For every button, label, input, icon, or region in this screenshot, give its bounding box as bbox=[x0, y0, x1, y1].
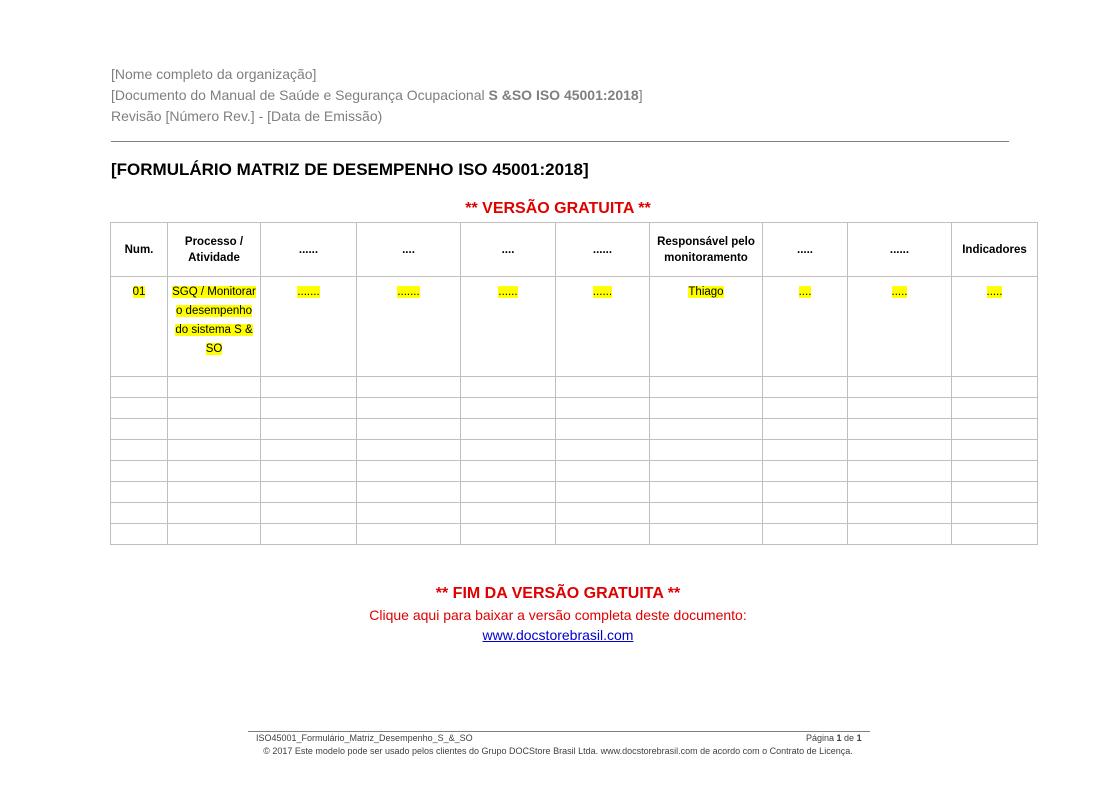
empty-cell[interactable] bbox=[111, 377, 168, 398]
empty-cell[interactable] bbox=[952, 482, 1038, 503]
empty-cell[interactable] bbox=[763, 524, 848, 545]
empty-cell[interactable] bbox=[357, 524, 461, 545]
table-row bbox=[111, 482, 1038, 503]
empty-cell[interactable] bbox=[556, 377, 650, 398]
header-col-8: ..... bbox=[763, 223, 848, 277]
empty-cell[interactable] bbox=[357, 377, 461, 398]
footer-divider bbox=[248, 731, 870, 732]
header-col-3: ...... bbox=[261, 223, 357, 277]
table-row bbox=[111, 419, 1038, 440]
empty-cell[interactable] bbox=[650, 503, 763, 524]
free-version-banner: ** VERSÃO GRATUITA ** bbox=[465, 200, 651, 217]
empty-cell[interactable] bbox=[111, 440, 168, 461]
empty-cell[interactable] bbox=[848, 503, 952, 524]
empty-cell[interactable] bbox=[357, 461, 461, 482]
cell-col-6[interactable]: ...... bbox=[556, 277, 650, 377]
empty-cell[interactable] bbox=[168, 377, 261, 398]
cell-responsible[interactable]: Thiago bbox=[650, 277, 763, 377]
free-version-end bbox=[0, 583, 1116, 645]
empty-cell[interactable] bbox=[461, 482, 556, 503]
org-name: [Nome completo da organização] bbox=[111, 66, 317, 82]
empty-cell[interactable] bbox=[763, 482, 848, 503]
footer-file-name: ISO45001_Formulário_Matriz_Desempenho_S_&_SO bbox=[256, 733, 473, 743]
empty-cell[interactable] bbox=[111, 461, 168, 482]
empty-cell[interactable] bbox=[357, 440, 461, 461]
empty-cell[interactable] bbox=[357, 482, 461, 503]
header-process: Processo / Atividade bbox=[168, 223, 261, 277]
empty-cell[interactable] bbox=[461, 377, 556, 398]
header-divider bbox=[111, 141, 1009, 142]
empty-cell[interactable] bbox=[461, 503, 556, 524]
empty-cell[interactable] bbox=[763, 419, 848, 440]
empty-cell[interactable] bbox=[168, 503, 261, 524]
empty-cell[interactable] bbox=[650, 461, 763, 482]
header-col-9: ...... bbox=[848, 223, 952, 277]
empty-cell[interactable] bbox=[848, 524, 952, 545]
empty-cell[interactable] bbox=[556, 503, 650, 524]
footer-copyright: © 2017 Este modelo pode ser usado pelos clientes do Grupo DOCStore Brasil Ltda. www.docstorebrasil.com de acordo com o Contrato de Licença. bbox=[263, 746, 853, 756]
cell-col-3[interactable]: ....... bbox=[261, 277, 357, 377]
empty-cell[interactable] bbox=[952, 440, 1038, 461]
empty-cell[interactable] bbox=[357, 419, 461, 440]
empty-cell[interactable] bbox=[952, 377, 1038, 398]
table-row bbox=[111, 503, 1038, 524]
empty-cell[interactable] bbox=[261, 461, 357, 482]
end-free-version-title: ** FIM DA VERSÃO GRATUITA ** bbox=[435, 585, 681, 602]
document-name: [Documento do Manual de Saúde e Segurança Ocupacional S &SO ISO 45001:2018] bbox=[111, 87, 643, 103]
empty-cell[interactable] bbox=[261, 503, 357, 524]
empty-cell[interactable] bbox=[952, 524, 1038, 545]
empty-cell[interactable] bbox=[763, 377, 848, 398]
header-num: Num. bbox=[111, 223, 168, 277]
cell-col-5[interactable]: ...... bbox=[461, 277, 556, 377]
empty-cell[interactable] bbox=[650, 419, 763, 440]
empty-cell[interactable] bbox=[168, 398, 261, 419]
empty-cell[interactable] bbox=[650, 398, 763, 419]
empty-cell[interactable] bbox=[650, 440, 763, 461]
standard-name: S &SO ISO 45001:2018 bbox=[488, 87, 639, 103]
empty-cell[interactable] bbox=[848, 461, 952, 482]
header-indicators: Indicadores bbox=[952, 223, 1038, 277]
empty-cell[interactable] bbox=[168, 419, 261, 440]
empty-cell[interactable] bbox=[261, 398, 357, 419]
cell-indicators[interactable]: ..... bbox=[952, 277, 1038, 377]
empty-cell[interactable] bbox=[168, 524, 261, 545]
empty-cell[interactable] bbox=[111, 482, 168, 503]
empty-cell[interactable] bbox=[461, 419, 556, 440]
cell-num[interactable]: 01 bbox=[111, 277, 168, 377]
table-row bbox=[111, 277, 1038, 377]
empty-cell[interactable] bbox=[556, 419, 650, 440]
empty-cell[interactable] bbox=[763, 503, 848, 524]
empty-cell[interactable] bbox=[556, 440, 650, 461]
header-col-6: ...... bbox=[556, 223, 650, 277]
header-responsible: Responsável pelo monitoramento bbox=[650, 223, 763, 277]
empty-cell[interactable] bbox=[650, 524, 763, 545]
download-cta[interactable]: Clique aqui para baixar a versão completa deste documento: bbox=[369, 607, 747, 623]
empty-cell[interactable] bbox=[848, 482, 952, 503]
cell-col-8[interactable]: .... bbox=[763, 277, 848, 377]
empty-cell[interactable] bbox=[261, 419, 357, 440]
table-row bbox=[111, 377, 1038, 398]
form-title: [FORMULÁRIO MATRIZ DE DESEMPENHO ISO 45001:2018] bbox=[111, 160, 589, 179]
empty-cell[interactable] bbox=[261, 377, 357, 398]
empty-cell[interactable] bbox=[261, 440, 357, 461]
empty-cell[interactable] bbox=[556, 461, 650, 482]
empty-cell[interactable] bbox=[848, 440, 952, 461]
empty-cell[interactable] bbox=[556, 524, 650, 545]
cell-col-9[interactable]: ..... bbox=[848, 277, 952, 377]
cell-process[interactable]: SGQ / Monitorar o desempenho do sistema S & SO bbox=[168, 277, 261, 377]
empty-cell[interactable] bbox=[111, 398, 168, 419]
header-col-5: .... bbox=[461, 223, 556, 277]
empty-cell[interactable] bbox=[461, 398, 556, 419]
empty-cell[interactable] bbox=[848, 398, 952, 419]
table-row bbox=[111, 398, 1038, 419]
empty-cell[interactable] bbox=[261, 524, 357, 545]
footer-page-number: Página 1 de 1 bbox=[806, 733, 862, 743]
empty-cell[interactable] bbox=[357, 398, 461, 419]
empty-cell[interactable] bbox=[848, 419, 952, 440]
empty-cell[interactable] bbox=[357, 503, 461, 524]
table-row bbox=[111, 524, 1038, 545]
empty-cell[interactable] bbox=[461, 461, 556, 482]
empty-cell[interactable] bbox=[111, 503, 168, 524]
empty-cell[interactable] bbox=[650, 377, 763, 398]
empty-cell[interactable] bbox=[650, 482, 763, 503]
performance-matrix-table bbox=[110, 222, 1038, 545]
table-row bbox=[111, 461, 1038, 482]
cell-col-4[interactable]: ....... bbox=[357, 277, 461, 377]
empty-cell[interactable] bbox=[261, 482, 357, 503]
table-header-row bbox=[111, 223, 1038, 277]
empty-cell[interactable] bbox=[763, 398, 848, 419]
empty-cell[interactable] bbox=[556, 398, 650, 419]
empty-cell[interactable] bbox=[111, 419, 168, 440]
empty-cell[interactable] bbox=[168, 482, 261, 503]
docstore-link[interactable]: www.docstorebrasil.com bbox=[482, 627, 634, 643]
empty-cell[interactable] bbox=[952, 398, 1038, 419]
empty-cell[interactable] bbox=[952, 461, 1038, 482]
empty-cell[interactable] bbox=[168, 440, 261, 461]
document-header bbox=[111, 64, 643, 127]
empty-cell[interactable] bbox=[848, 377, 952, 398]
header-col-4: .... bbox=[357, 223, 461, 277]
empty-cell[interactable] bbox=[461, 524, 556, 545]
empty-cell[interactable] bbox=[168, 461, 261, 482]
empty-cell[interactable] bbox=[952, 419, 1038, 440]
table-row bbox=[111, 440, 1038, 461]
revision-line: Revisão [Número Rev.] - [Data de Emissão) bbox=[111, 108, 383, 124]
empty-cell[interactable] bbox=[111, 524, 168, 545]
empty-cell[interactable] bbox=[461, 440, 556, 461]
empty-cell[interactable] bbox=[763, 461, 848, 482]
empty-cell[interactable] bbox=[763, 440, 848, 461]
empty-cell[interactable] bbox=[952, 503, 1038, 524]
empty-cell[interactable] bbox=[556, 482, 650, 503]
